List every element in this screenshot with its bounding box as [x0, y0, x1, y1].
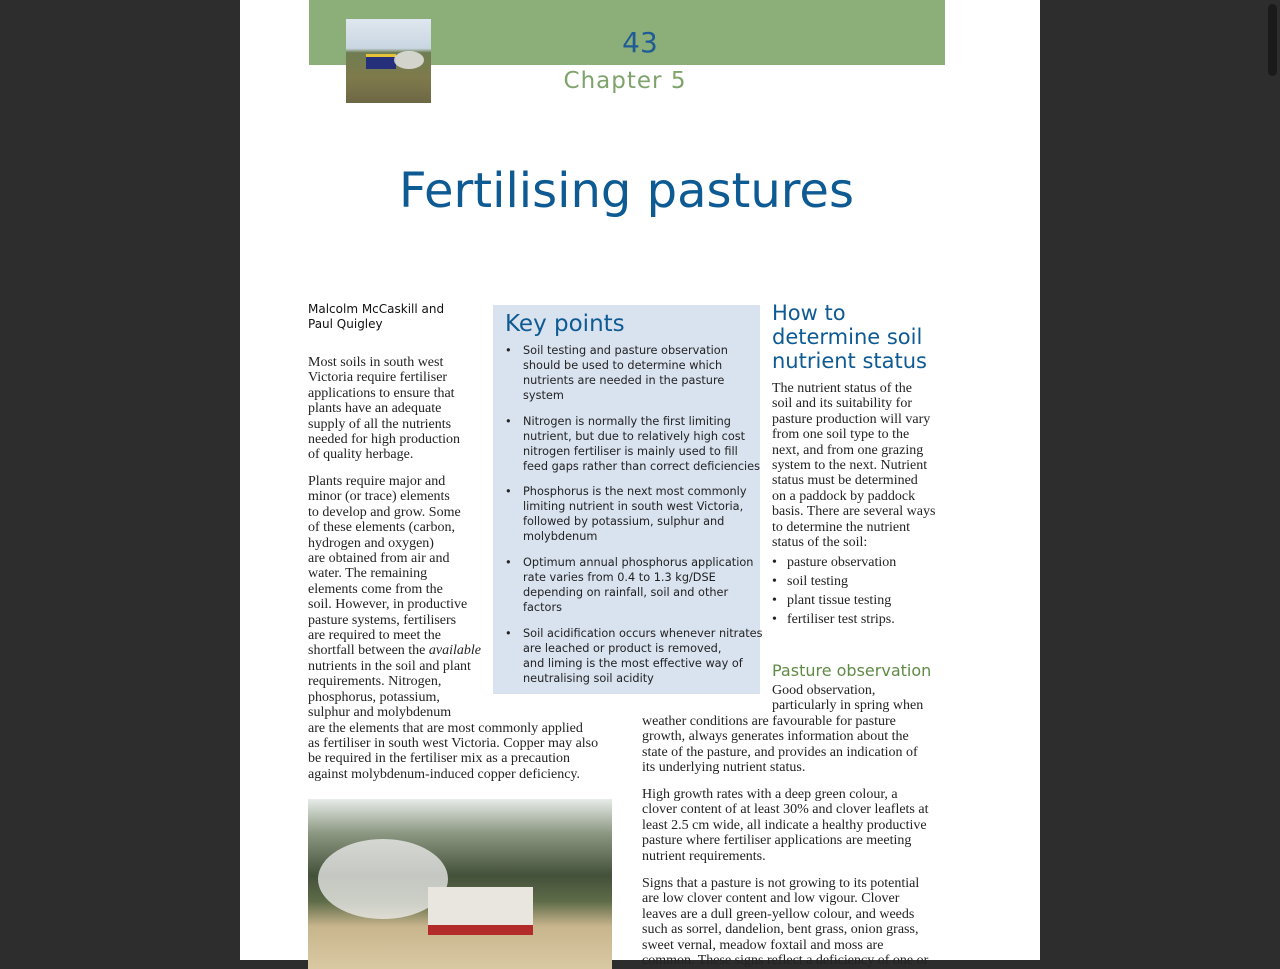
bullet-icon: • — [505, 556, 512, 569]
text-line: next, and from one grazing — [772, 442, 924, 458]
text-line: applications to ensure that — [308, 385, 455, 401]
text-line: basis. There are several ways — [772, 504, 936, 520]
text-line: growth, always generates information about the — [642, 729, 909, 745]
text-line: system — [523, 389, 564, 402]
text-line: are leached or product is removed, — [523, 642, 722, 655]
text-line: Most soils in south west — [308, 355, 444, 370]
intro-paragraph — [308, 355, 460, 463]
text-line: depending on rainfall, soil and other — [523, 586, 729, 599]
text-line: state of the pasture, and provides an indication of — [642, 744, 918, 760]
methods-list — [772, 553, 896, 629]
observation-paragraph-cont — [642, 714, 918, 776]
text-line: • soil testing — [772, 572, 896, 591]
text-line: sulphur and molybdenum — [308, 705, 452, 721]
text-line: factors — [523, 601, 562, 614]
text-line: sweet vernal, meadow foxtail and moss are — [642, 937, 884, 953]
text-line: pasture production will vary — [772, 411, 931, 427]
text-line: Phosphorus is the next most commonly — [523, 485, 747, 498]
text-line: nutrient status — [772, 349, 927, 373]
text-line: pasture systems, fertilisers — [308, 612, 457, 628]
text-line: system to the next. Nutrient — [772, 458, 928, 474]
text-line: to determine the nutrient — [772, 519, 911, 535]
text-line: Good observation, — [772, 683, 876, 698]
text-line: are low clover content and low vigour. Clover — [642, 891, 900, 907]
text-line: Nitrogen is normally the first limiting — [523, 415, 731, 428]
text-line: Soil acidification occurs whenever nitrates — [523, 627, 763, 640]
text-line: nutrient, but due to relatively high cost — [523, 430, 746, 443]
truck — [428, 887, 533, 935]
text-line: rate varies from 0.4 to 1.3 kg/DSE — [523, 571, 716, 584]
text-line: minor (or trace) elements — [308, 489, 450, 505]
fertiliser-truck-photo — [308, 799, 612, 969]
authors — [308, 302, 444, 331]
signs-paragraph — [642, 876, 928, 968]
text-line: High growth rates with a deep green colour, a — [642, 787, 898, 802]
text-line: should be used to determine which — [523, 359, 723, 372]
text-line: pasture where fertiliser applications are meeting — [642, 833, 912, 849]
text-line: against molybdenum-induced copper deficiency. — [308, 766, 580, 782]
text-line: Plants require major and — [308, 474, 446, 489]
author-line: Malcolm McCaskill and — [308, 302, 445, 316]
text-line: followed by potassium, sulphur and — [523, 515, 725, 528]
text-line: determine soil — [772, 325, 923, 349]
text-line: leaves are a dull green-yellow colour, and weeds — [642, 906, 915, 922]
text-line: • pasture observation — [772, 553, 896, 572]
text-line: least 2.5 cm wide, all indicate a healthy productive — [642, 817, 927, 833]
text-line: supply of all the nutrients — [308, 416, 452, 432]
bullet-icon: • — [505, 485, 512, 498]
text-line: such as sorrel, dandelion, bent grass, onion grass, — [642, 922, 919, 938]
bullet-icon: • — [505, 344, 512, 357]
text-line: are required to meet the — [308, 628, 441, 644]
nutrient-status-paragraph — [772, 381, 935, 550]
text-line: limiting nutrient in south west Victoria, — [523, 500, 744, 513]
text-line: of these elements (carbon, — [308, 520, 455, 536]
text-line: and liming is the most effective way of — [523, 657, 743, 670]
text-line: common. These signs reflect a deficiency of one or — [642, 953, 929, 969]
text-line: needed for high production — [308, 432, 461, 448]
text-line: weather conditions are favourable for pasture — [642, 714, 896, 729]
text-line: as fertiliser in south west Victoria. Copper may also — [308, 735, 599, 751]
text-line: are obtained from air and — [308, 551, 450, 567]
text-line: status of the soil: — [772, 535, 868, 551]
text-line: plants have an adequate — [308, 401, 442, 417]
chapter-label: Chapter 5 — [563, 68, 687, 94]
text-line: nutrient requirements. — [642, 848, 766, 864]
text-line: from one soil type to the — [772, 427, 910, 443]
text-line: Soil testing and pasture observation — [523, 344, 728, 357]
text-line: of quality herbage. — [308, 447, 414, 463]
text-line: soil and its suitability for — [772, 396, 912, 412]
text-line: to develop and grow. Some — [308, 504, 461, 520]
subheading-pasture-observation: Pasture observation — [772, 661, 932, 680]
pdf-page — [240, 0, 1040, 969]
text-line: feed gaps rather than correct deficiencies — [523, 460, 761, 473]
text-line: How to — [772, 301, 846, 325]
bullet-icon: • — [505, 415, 512, 428]
scrollbar-thumb[interactable] — [1268, 4, 1277, 76]
text-line: neutralising soil acidity — [523, 672, 654, 685]
text-line: on a paddock by paddock — [772, 488, 916, 504]
text-line: soil. However, in productive — [308, 597, 468, 613]
text-line: particularly in spring when — [772, 698, 924, 714]
text-line: The nutrient status of the — [772, 381, 912, 396]
text-line: molybdenum — [523, 530, 598, 543]
text-line: status must be determined — [772, 473, 918, 489]
growth-paragraph — [642, 787, 929, 864]
page-title: Fertilising pastures — [399, 163, 854, 219]
text-line: elements come from the — [308, 581, 443, 597]
section-heading — [772, 301, 927, 373]
text-line: shortfall between the available — [308, 643, 482, 659]
text-line: Signs that a pasture is not growing to its potential — [642, 876, 920, 891]
text-line: nitrogen fertiliser is mainly used to fill — [523, 445, 738, 458]
text-line: nutrients are needed in the pasture — [523, 374, 725, 387]
text-line: nutrients in the soil and plant — [308, 658, 471, 674]
text-line: water. The remaining — [308, 566, 428, 582]
text-line: phosphorus, potassium, — [308, 689, 440, 705]
text-line: be required in the fertiliser mix as a precaution — [308, 751, 571, 767]
text-line: Victoria require fertiliser — [308, 370, 448, 386]
text-line: hydrogen and oxygen) — [308, 535, 434, 551]
bullet-icon: • — [505, 627, 512, 640]
page-number: 43 — [622, 26, 658, 59]
author-line: Paul Quigley — [308, 316, 383, 331]
text-line: • plant tissue testing — [772, 591, 896, 610]
key-points-heading: Key points — [505, 311, 625, 337]
text-line: • fertiliser test strips. — [772, 610, 896, 629]
text-line: clover content of at least 30% and clover leaflets at — [642, 802, 929, 818]
text-line: Optimum annual phosphorus application — [523, 556, 754, 569]
observation-paragraph-start — [772, 683, 923, 714]
text-line: are the elements that are most commonly applied — [308, 720, 583, 736]
text-line: its underlying nutrient status. — [642, 760, 806, 776]
text-line: requirements. Nitrogen, — [308, 674, 442, 690]
key-points-box — [493, 305, 763, 694]
